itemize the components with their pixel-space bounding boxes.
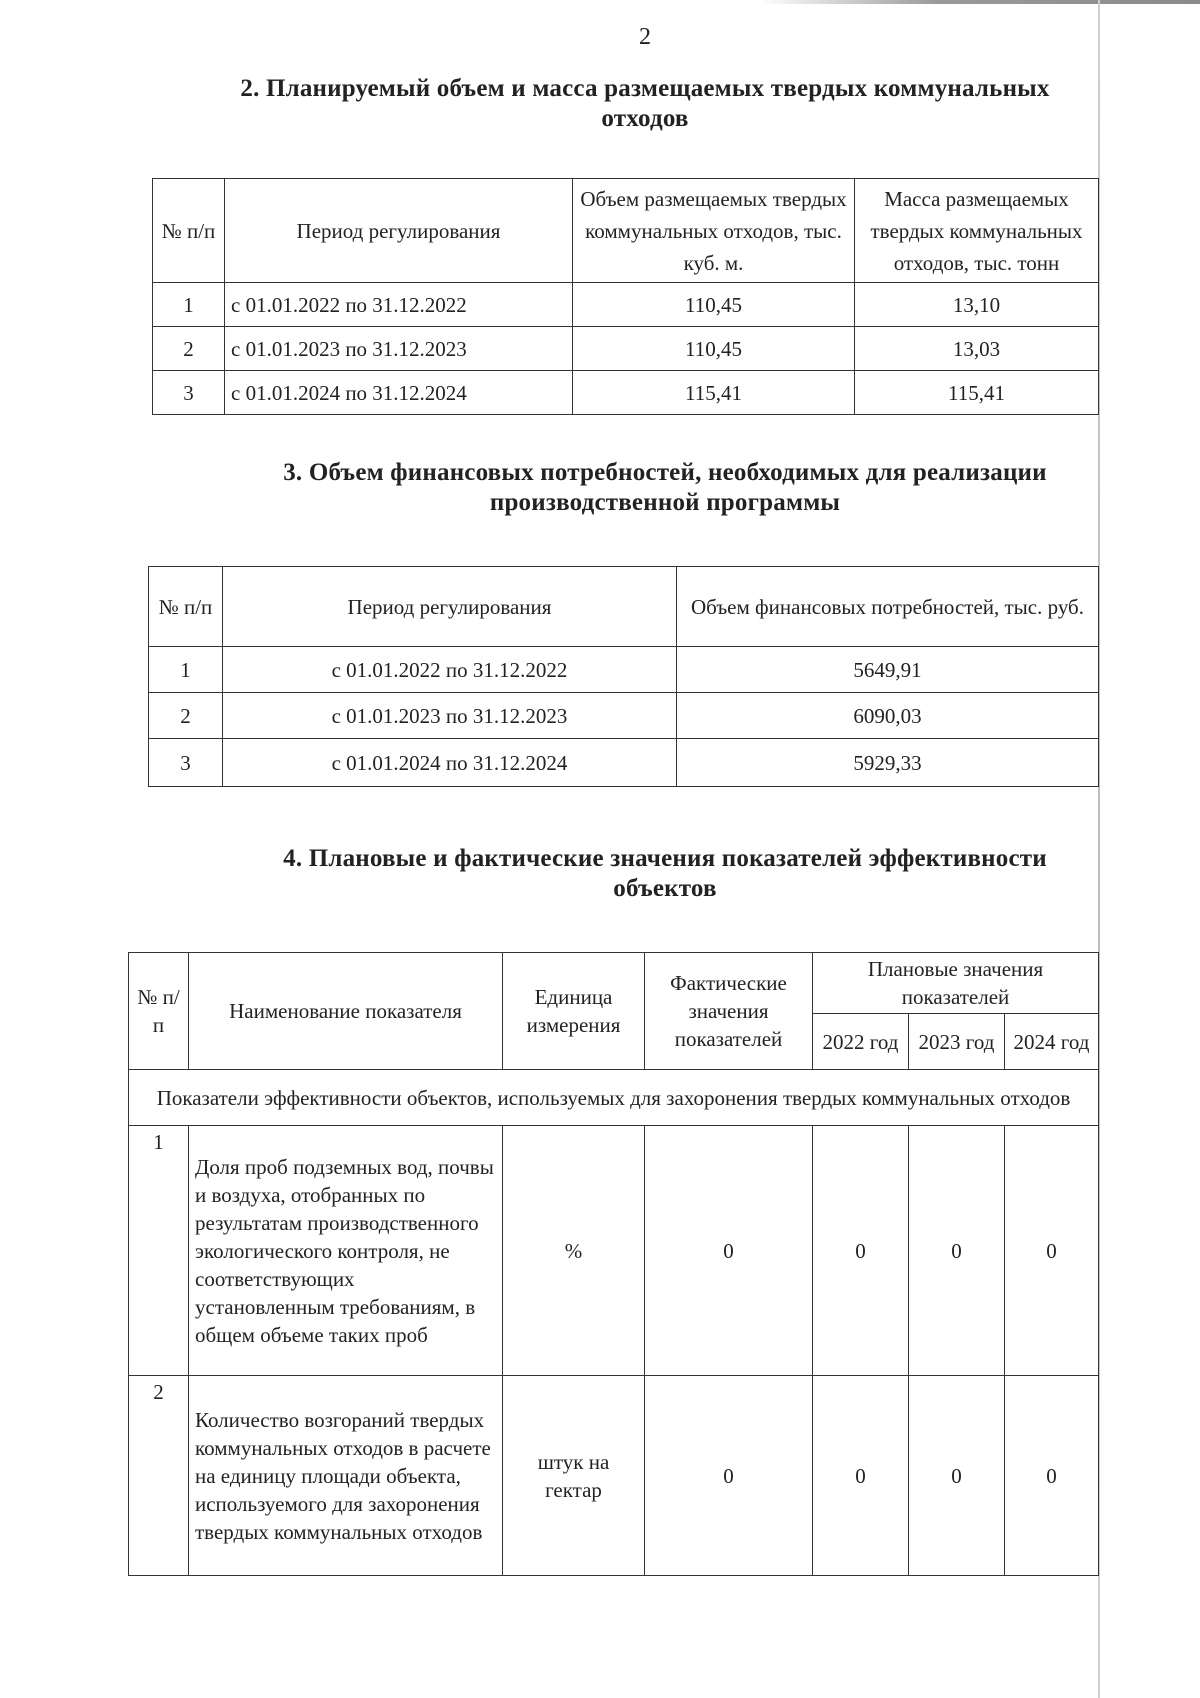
cell-2023: 0 [909,1376,1005,1576]
cell-amount: 6090,03 [677,693,1099,739]
cell-mass: 13,03 [855,327,1099,371]
section4-title-line2: объектов [613,875,717,902]
header-year-2024: 2024 год [1005,1014,1099,1070]
cell-2022: 0 [813,1126,909,1376]
header-volume: Объем размещаемых твердых коммунальных отходов, тыс. куб. м. [573,179,855,283]
section4-title-line1: 4. Плановые и фактические значения показателей эффективности [283,845,1047,872]
cell-num: 1 [129,1126,189,1376]
section2-title [140,74,1150,134]
header-amount: Объем финансовых потребностей, тыс. руб. [677,567,1099,647]
header-unit: Единица измерения [503,953,645,1070]
cell-num: 2 [149,693,223,739]
cell-2024: 0 [1005,1126,1099,1376]
header-num: № п/п [129,953,189,1070]
table-row [153,327,1099,371]
cell-num: 2 [153,327,225,371]
cell-amount: 5649,91 [677,647,1099,693]
header-mass: Масса размещаемых твердых коммунальных отходов, тыс. тонн [855,179,1099,283]
section4-title [180,844,1150,904]
table-row [149,693,1099,739]
cell-name: Доля проб подземных вод, почвы и воздуха, отобранных по результатам производственного экологического контроля, не соответствующих установленным требованиям, в общем объеме таких проб [189,1126,503,1376]
table-header-row [129,953,1099,1014]
cell-volume: 110,45 [573,327,855,371]
cell-mass: 115,41 [855,371,1099,415]
cell-num: 1 [149,647,223,693]
cell-2022: 0 [813,1376,909,1576]
header-year-2023: 2023 год [909,1014,1005,1070]
header-period: Период регулирования [223,567,677,647]
cell-volume: 115,41 [573,371,855,415]
header-year-2022: 2022 год [813,1014,909,1070]
table-row [129,1376,1099,1576]
table-header-row [153,179,1099,283]
table-row [153,283,1099,327]
cell-actual: 0 [645,1376,813,1576]
table-row [149,739,1099,787]
cell-num: 1 [153,283,225,327]
cell-2024: 0 [1005,1376,1099,1576]
section3-title-line2: производственной программы [489,489,841,516]
section3-title-line1: 3. Объем финансовых потребностей, необходимых для реализации [283,459,1047,486]
cell-unit: % [503,1126,645,1376]
cell-volume: 110,45 [573,283,855,327]
efficiency-indicators-table [128,952,1099,1576]
table-header-row [149,567,1099,647]
cell-name: Количество возгораний твердых коммунальных отходов в расчете на единицу площади объекта, используемого для захоронения твердых коммунальных отходов [189,1376,503,1576]
cell-period: с 01.01.2022 по 31.12.2022 [225,283,573,327]
cell-actual: 0 [645,1126,813,1376]
cell-num: 3 [149,739,223,787]
cell-2023: 0 [909,1126,1005,1376]
header-num: № п/п [149,567,223,647]
section2-title-line1: 2. Планируемый объем и масса размещаемых твердых коммунальных [240,75,1050,102]
section2-title-line2: отходов [601,105,689,132]
scan-edge-top [760,0,1200,4]
header-actual: Фактические значения показателей [645,953,813,1070]
page-number: 2 [639,24,651,50]
table-group-row [129,1070,1099,1126]
waste-volume-table [152,178,1099,415]
cell-amount: 5929,33 [677,739,1099,787]
group-row-label: Показатели эффективности объектов, используемых для захоронения твердых коммунальных отходов [129,1070,1099,1126]
cell-period: с 01.01.2024 по 31.12.2024 [223,739,677,787]
cell-mass: 13,10 [855,283,1099,327]
cell-period: с 01.01.2023 по 31.12.2023 [223,693,677,739]
header-planned: Плановые значения показателей [813,953,1099,1014]
section3-title [180,458,1150,518]
cell-num: 3 [153,371,225,415]
cell-period: с 01.01.2022 по 31.12.2022 [223,647,677,693]
table-row [153,371,1099,415]
cell-unit: штук на гектар [503,1376,645,1576]
header-num: № п/п [153,179,225,283]
cell-period: с 01.01.2024 по 31.12.2024 [225,371,573,415]
header-period: Период регулирования [225,179,573,283]
table-row [129,1126,1099,1376]
cell-period: с 01.01.2023 по 31.12.2023 [225,327,573,371]
cell-num: 2 [129,1376,189,1576]
financial-needs-table [148,566,1099,787]
header-name: Наименование показателя [189,953,503,1070]
table-row [149,647,1099,693]
